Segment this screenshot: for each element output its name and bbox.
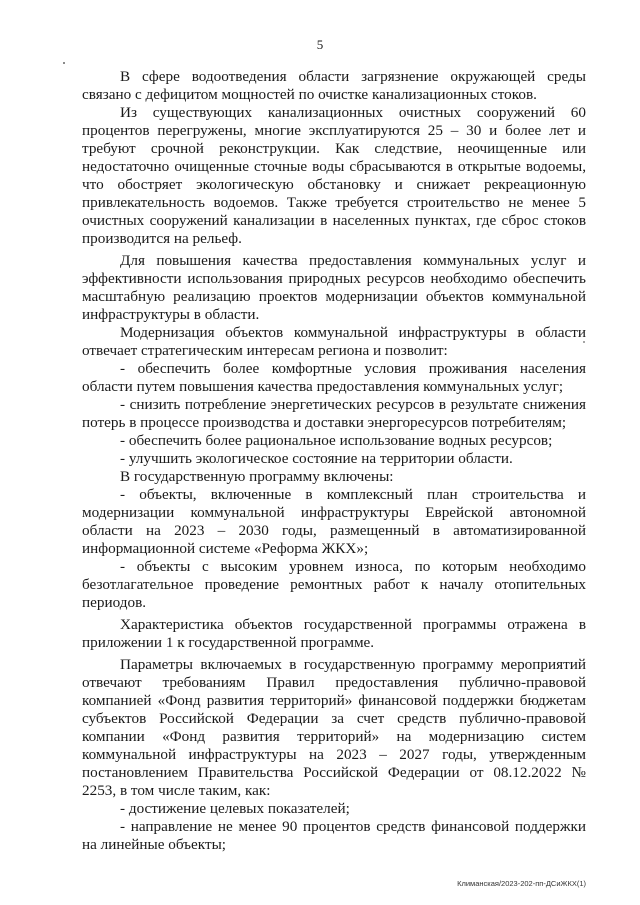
paragraph: Для повышения качества предоставления коммунальных услуг и эффективности использования природных ресурсов необходимо обеспечить масштабную реализацию проектов модернизации объектов коммунальной инфраструктуры в области. [82, 252, 586, 323]
list-item: - обеспечить более комфортные условия проживания населения области путем повышения качества предоставления коммунальных услуг; [82, 360, 586, 395]
list-item: - достижение целевых показателей; [120, 800, 350, 817]
paragraph: Из существующих канализационных очистных сооружений 60 процентов перегружены, многие эксплуатируются 25 – 30 и более лет и требуют срочной реконструкции. Как следствие, неочищенные или недостаточно очищенные сточные воды сбрасываются в открытые водоемы, что обостряет экологическую обстановку и снижает рекреационную привлекательность водоемов. Также требуется строительство не менее 5 очистных сооружений канализации в населенных пунктах, где сброс стоков производится на рельеф. [82, 104, 586, 247]
paragraph: В сфере водоотведения области загрязнение окружающей среды связано с дефицитом мощностей по очистке канализационных стоков. [82, 68, 586, 103]
paragraph: В государственную программу включены: [120, 468, 394, 485]
list-item: - объекты, включенные в комплексный план строительства и модернизации коммунальной инфраструктуры Еврейской автономной области на 2023 – 2030 годы, размещенный в автоматизированной информационной системе «Реформа ЖКХ»; [82, 486, 586, 557]
page-number: 5 [316, 37, 324, 52]
list-item: - снизить потребление энергетических ресурсов в результате снижения потерь в процессе производства и доставки энергоресурсов потребителям; [82, 396, 586, 431]
paragraph: Параметры включаемых в государственную программу мероприятий отвечают требованиям Правил предоставления публично-правовой компанией «Фонд развития территорий» финансовой поддержки бюджетам субъектов Российской Федерации за счет средств публично-правовой компании «Фонд развития территорий» на модернизацию систем коммунальной инфраструктуры на 2023 – 2027 годы, утвержденным постановлением Правительства Российской Федерации от 08.12.2022 № 2253, в том числе таким, как: [82, 656, 586, 799]
margin-dot [63, 62, 65, 64]
paragraph: Характеристика объектов государственной программы отражена в приложении 1 к государственной программе. [82, 616, 586, 651]
list-item: - обеспечить более рациональное использование водных ресурсов; [120, 432, 553, 449]
list-item: - объекты с высоким уровнем износа, по которым необходимо безотлагательное проведение ремонтных работ к началу отопительных периодов. [82, 558, 586, 611]
footer-reference: Климанская/2023-202-пп-ДСиЖКХ(1) [457, 879, 586, 888]
document-body [82, 68, 586, 854]
list-item: - улучшить экологическое состояние на территории области. [120, 450, 513, 467]
paragraph: Модернизация объектов коммунальной инфраструктуры в области отвечает стратегическим интересам региона и позволит: [82, 324, 586, 359]
list-item: - направление не менее 90 процентов средств финансовой поддержки на линейные объекты; [82, 818, 586, 853]
